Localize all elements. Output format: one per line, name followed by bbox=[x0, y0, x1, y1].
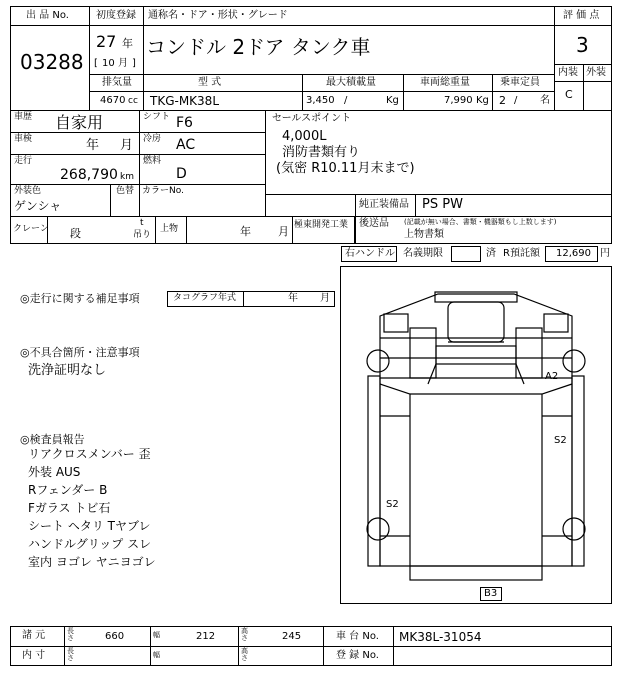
mileage-label: 走行 bbox=[14, 156, 33, 166]
post-note: (記載が無い場合、書類・機器類もし上数します) bbox=[404, 218, 557, 226]
first-reg-year: 27 bbox=[96, 32, 117, 51]
inspector-item: Fガラス トビ石 bbox=[28, 501, 111, 515]
first-reg-month-close: ] bbox=[132, 58, 136, 69]
sales-point-line-3: (気密 R10.11月末まで) bbox=[276, 161, 415, 176]
row-line-2 bbox=[10, 154, 266, 155]
color-no-label: 色替 bbox=[116, 186, 135, 196]
interior-value: C bbox=[565, 88, 573, 101]
ext-color-label: 外装色 bbox=[14, 186, 42, 196]
damage-mark-a2: A2 bbox=[545, 371, 559, 382]
inner-length-label: 長さ bbox=[67, 647, 74, 662]
inspection-month-unit: 月 bbox=[120, 138, 134, 153]
tacho-divider bbox=[243, 291, 244, 307]
meigi-label: 名義期限 bbox=[403, 248, 443, 259]
first-reg-month-unit: 月 bbox=[118, 58, 128, 69]
grade-label: 評 価 点 bbox=[563, 10, 600, 21]
color-code-label: カラーNo. bbox=[142, 186, 184, 196]
upper-divider-2 bbox=[186, 216, 187, 244]
hood-panel bbox=[436, 346, 516, 364]
defects-title: ◎不具合箇所・注意事項 bbox=[20, 346, 140, 359]
tacho-year-unit: 年 bbox=[288, 293, 298, 304]
crane-label: クレーン bbox=[13, 224, 49, 234]
inner-width-label: 幅 bbox=[153, 651, 160, 659]
damage-mark-s2-right: S2 bbox=[554, 435, 567, 446]
exterior-value-cell bbox=[583, 81, 612, 111]
upper-month-unit: 月 bbox=[278, 225, 289, 238]
chassis-value: MK38L-31054 bbox=[399, 630, 482, 644]
genuine-label: 純正装備品 bbox=[359, 199, 409, 210]
inner-height-label: 高さ bbox=[241, 647, 248, 662]
rear-bumper bbox=[410, 566, 542, 580]
windshield bbox=[448, 302, 504, 342]
door-right bbox=[516, 328, 542, 378]
wheel-rear-right bbox=[563, 518, 585, 540]
sales-point-line-1: 4,000L bbox=[282, 129, 327, 144]
crane-hang: 吊り bbox=[133, 230, 152, 240]
upper-label: 上物 bbox=[160, 224, 179, 234]
damage-mark-b3: B3 bbox=[484, 588, 498, 599]
first-reg-month: 10 bbox=[102, 58, 115, 69]
shift-label: シフト bbox=[143, 112, 171, 122]
upper-maker-label: 極東開発工業 bbox=[294, 220, 349, 230]
wheel-front-right bbox=[563, 350, 585, 372]
col-line-2 bbox=[110, 184, 111, 217]
capacity-label: 乗車定員 bbox=[500, 77, 540, 88]
sales-point-label: セールスポイント bbox=[272, 113, 352, 124]
body-outline bbox=[380, 378, 572, 566]
capacity-value: 2 bbox=[499, 94, 506, 107]
first-reg-year-unit: 年 bbox=[122, 37, 133, 50]
cab-outline bbox=[380, 294, 572, 378]
row-line-1 bbox=[10, 132, 266, 133]
inspector-item: ハンドルグリップ スレ bbox=[28, 537, 152, 551]
displacement-label: 排気量 bbox=[102, 77, 132, 88]
max-load-sep: / bbox=[344, 95, 348, 106]
footer-col-4 bbox=[323, 626, 324, 666]
height-value: 245 bbox=[282, 631, 302, 642]
inspection-label: 車検 bbox=[14, 134, 33, 144]
footer-col-1 bbox=[64, 626, 65, 666]
fuel-label: 燃料 bbox=[143, 156, 162, 166]
width-label: 幅 bbox=[153, 631, 160, 639]
truck-diagram bbox=[340, 266, 612, 604]
inner-label: 内 寸 bbox=[22, 650, 46, 661]
mirror-left bbox=[384, 314, 408, 332]
ext-color-value: ゲンシャ bbox=[14, 199, 62, 213]
crane-stage: 段 bbox=[70, 227, 81, 240]
genuine-divider bbox=[415, 194, 416, 217]
model-label: 型 式 bbox=[198, 77, 222, 88]
model-label-cell bbox=[143, 74, 303, 92]
r-deposit-unit: 円 bbox=[600, 248, 610, 259]
height-label: 高さ bbox=[241, 627, 248, 642]
max-load-unit: Kg bbox=[386, 95, 399, 106]
meigi-value-box bbox=[451, 246, 481, 262]
first-reg-month-open: [ bbox=[94, 58, 98, 69]
defect-item: 洗浄証明なし bbox=[28, 363, 107, 378]
side-strip-left bbox=[368, 376, 380, 566]
ac-label: 冷房 bbox=[143, 134, 162, 144]
exterior-label: 外装 bbox=[586, 67, 606, 78]
capacity-sep: / bbox=[514, 95, 518, 106]
mileage-value: 268,790 bbox=[60, 167, 118, 183]
genuine-value: PS PW bbox=[422, 197, 463, 212]
chassis-label: 車 台 No. bbox=[336, 631, 379, 642]
max-load-label: 最大積載量 bbox=[326, 77, 376, 88]
lot-number: 03288 bbox=[20, 50, 84, 74]
grade-value: 3 bbox=[576, 33, 589, 57]
door-left bbox=[410, 328, 436, 378]
tacho-label: タコグラフ年式 bbox=[173, 293, 237, 303]
footer-col-3 bbox=[238, 626, 239, 666]
col-line-3 bbox=[139, 184, 140, 217]
tank-panel-right bbox=[542, 384, 572, 566]
side-strip-right bbox=[572, 376, 584, 566]
first-reg-label: 初度登録 bbox=[96, 10, 136, 21]
upper-year-unit: 年 bbox=[240, 225, 251, 238]
wheel-front-left bbox=[367, 350, 389, 372]
tank-panel-left bbox=[380, 384, 410, 566]
car-name: コンドル 2ドア タンク車 bbox=[146, 35, 371, 59]
inspector-item: リアクロスメンバー 歪 bbox=[28, 447, 151, 461]
col-line-1 bbox=[139, 110, 140, 184]
gross-weight-label: 車両総重量 bbox=[420, 77, 470, 88]
diagram-frame bbox=[341, 267, 612, 604]
upper-divider-3 bbox=[292, 216, 293, 244]
interior-label: 内装 bbox=[558, 67, 578, 78]
inspector-item: 外装 AUS bbox=[28, 465, 81, 479]
max-load-value: 3,450 bbox=[306, 95, 335, 106]
damage-mark-s2-left: S2 bbox=[386, 499, 399, 510]
footer-col-2 bbox=[150, 626, 151, 666]
inspector-title: ◎検査員報告 bbox=[20, 433, 85, 446]
mileage-unit: km bbox=[120, 172, 134, 182]
post-item: 上物書類 bbox=[404, 229, 444, 240]
model-value: TKG-MK38L bbox=[150, 94, 220, 108]
history-value: 自家用 bbox=[55, 113, 104, 132]
wheel-rear-left bbox=[367, 518, 389, 540]
post-label: 後送品 bbox=[359, 218, 389, 229]
handle-value: 右ハンドル bbox=[345, 248, 395, 259]
length-label: 長さ bbox=[67, 627, 74, 642]
r-deposit-label: R預託額 bbox=[503, 248, 540, 259]
name-label: 通称名・ドア・形状・グレード bbox=[148, 10, 288, 21]
tacho-month-unit: 月 bbox=[320, 293, 330, 304]
recycle-mark: 済 bbox=[486, 248, 496, 259]
r-deposit-value: 12,690 bbox=[556, 248, 591, 259]
dims-label: 諸 元 bbox=[22, 630, 46, 641]
sales-point-line-2: 消防書類有り bbox=[282, 145, 361, 160]
row-line-3 bbox=[10, 184, 266, 185]
gross-weight-unit: Kg bbox=[476, 95, 489, 106]
inspector-item: Rフェンダー B bbox=[28, 483, 108, 497]
shift-value: F6 bbox=[176, 115, 193, 131]
mirror-right bbox=[544, 314, 568, 332]
displacement-value: 4670 bbox=[100, 95, 126, 106]
driving-notes-title: ◎走行に関する補足事項 bbox=[20, 292, 140, 305]
history-label: 車歴 bbox=[14, 112, 33, 122]
capacity-unit: 名 bbox=[540, 95, 550, 106]
displacement-unit: cc bbox=[128, 96, 138, 106]
lot-label: 出 品 No. bbox=[26, 10, 69, 21]
length-value: 660 bbox=[105, 631, 125, 642]
reg-label: 登 録 No. bbox=[336, 650, 379, 661]
inspector-item: シート ヘタリ Tヤブレ bbox=[28, 519, 151, 533]
ac-value: AC bbox=[176, 137, 196, 153]
width-value: 212 bbox=[196, 631, 216, 642]
inspector-item: 室内 ヨゴレ ヤニヨゴレ bbox=[28, 555, 156, 569]
footer-mid-line bbox=[10, 646, 612, 647]
upper-divider-1 bbox=[155, 216, 156, 244]
inspection-year-unit: 年 bbox=[86, 138, 100, 153]
footer-col-5 bbox=[393, 626, 394, 666]
gross-weight-value: 7,990 bbox=[444, 95, 473, 106]
crane-t: t bbox=[140, 218, 144, 228]
fuel-value: D bbox=[176, 166, 187, 182]
